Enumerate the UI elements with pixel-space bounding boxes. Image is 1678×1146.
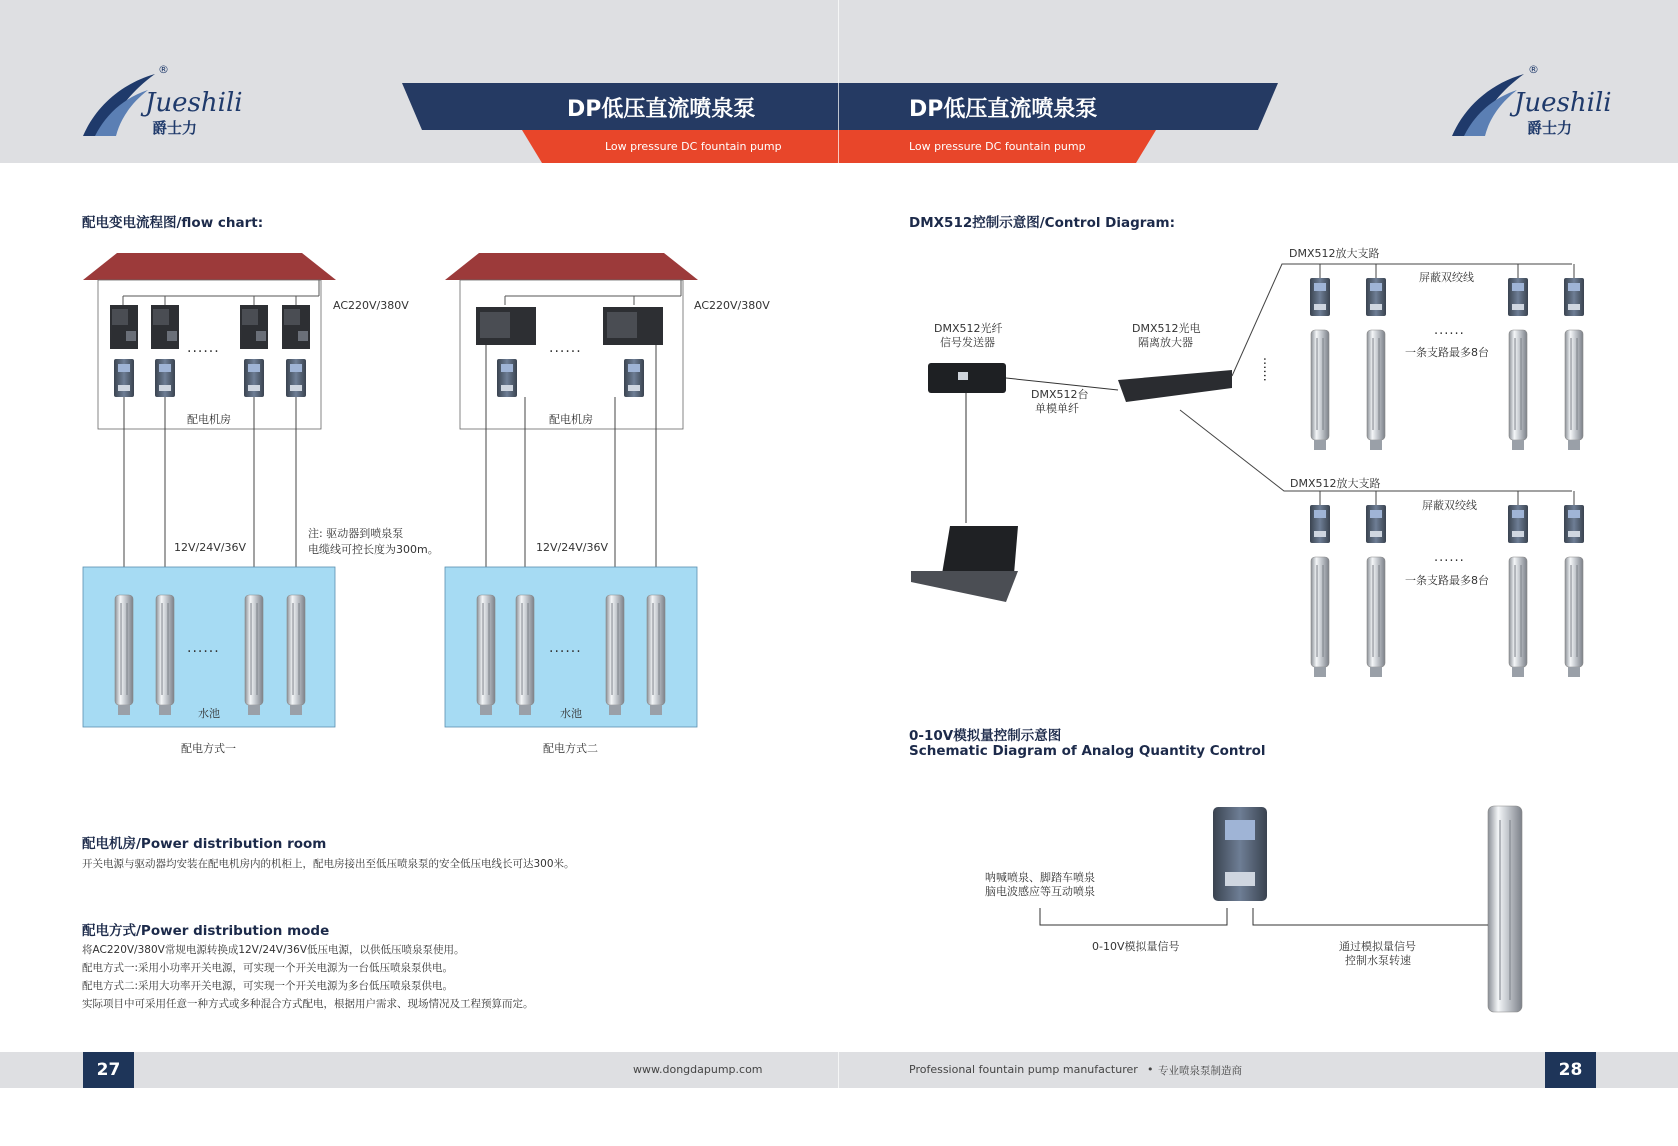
pool-label-one: 水池 [198,707,220,720]
voltage-label-two: 12V/24V/36V [536,541,608,554]
flow-chart-heading: 配电变电流程图/flow chart: [82,215,264,231]
dots-psu-two: ...... [549,340,582,356]
room-label-one: 配电机房 [187,413,231,426]
mode-two-caption: 配电方式二 [543,742,598,755]
power-mode-line-1: 将AC220V/380V常规电源转换成12V/24V/36V低压电源，以供低压喷泉泵使用。 [82,944,465,956]
branch-dots-2: ...... [1434,550,1465,565]
footer-tagline-cn: 专业喷泉泵制造商 [1158,1065,1242,1077]
page-fold [838,0,839,1088]
power-room-heading: 配电机房/Power distribution room [82,836,327,852]
amplifier-label-2: 隔离放大器 [1138,336,1193,349]
twisted-label-2: 屏蔽双绞线 [1422,499,1477,512]
twisted-label-1: 屏蔽双绞线 [1419,271,1474,284]
ac-label-one: AC220V/380V [333,299,409,312]
page-number-left: 27 [83,1052,134,1088]
cable-note-line-1: 注: 驱动器到喷泉泵 [308,527,404,540]
dots-psu-one: ...... [187,340,220,356]
signal-label: 0-10V模拟量信号 [1092,940,1180,953]
brand-reg-left: ® [158,63,169,76]
sources-label-1: 呐喊喷泉、脚踏车喷泉 [985,871,1095,884]
sender-label-2: 信号发送器 [940,336,995,349]
branch-label-1: DMX512放大支路 [1289,247,1380,260]
branch-label-2: DMX512放大支路 [1290,477,1381,490]
power-room-text: 开关电源与驱动器均安装在配电机房内的机柜上，配电房接出至低压喷泉泵的安全低压电线长可达300米。 [82,858,575,870]
dmx-control-diagram [911,264,1584,677]
analog-control-diagram [1040,806,1522,1012]
cable-note-line-2: 电缆线可控长度为300m。 [308,543,439,556]
dmx-branch-vertical-dots: ...... [1260,357,1275,382]
page-title-left: DP低压直流喷泉泵 [567,97,756,122]
footer-bullet: • [1147,1063,1154,1076]
mode-one-caption: 配电方式一 [181,742,236,755]
website-link[interactable]: www.dongdapump.com [633,1063,763,1076]
fiber-label-2: 单模单纤 [1035,402,1079,415]
power-mode-line-3: 配电方式二:采用大功率开关电源，可实现一个开关电源为多台低压喷泉泵供电。 [82,980,454,992]
brand-name-cn-right: 爵士力 [1527,119,1573,137]
brand-name-right: Jueshili [1514,88,1612,118]
brand-name-cn-left: 爵士力 [152,119,198,137]
brand-reg-right: ® [1528,63,1539,76]
amplifier-label-1: DMX512光电 [1132,322,1201,335]
power-mode-line-4: 实际项目中可采用任意一种方式或多种混合方式配电，根据用户需求、现场情况及工程预算而定。 [82,998,534,1010]
dots-pump-two: ...... [549,640,582,656]
power-mode-heading: 配电方式/Power distribution mode [82,923,330,939]
speed-label-2: 控制水泵转速 [1345,954,1411,967]
ac-label-two: AC220V/380V [694,299,770,312]
max-label-2: 一条支路最多8台 [1405,574,1489,587]
room-label-two: 配电机房 [549,413,593,426]
dots-pump-one: ...... [187,640,220,656]
analog-heading: 0-10V模拟量控制示意图 [909,728,1062,744]
speed-label-1: 通过模拟量信号 [1339,940,1416,953]
pool-label-two: 水池 [560,707,582,720]
subtitle-left: Low pressure DC fountain pump [605,140,782,153]
max-label-1: 一条支路最多8台 [1405,346,1489,359]
dmx-heading: DMX512控制示意图/Control Diagram: [909,215,1176,231]
page-title-right: DP低压直流喷泉泵 [909,97,1098,122]
sender-label-1: DMX512光纤 [934,322,1003,335]
footer-tagline: Professional fountain pump manufacturer [909,1063,1138,1076]
subtitle-right: Low pressure DC fountain pump [909,140,1086,153]
analog-subheading: Schematic Diagram of Analog Quantity Control [909,743,1266,759]
branch-dots-1: ...... [1434,323,1465,338]
page-number-right: 28 [1545,1052,1596,1088]
voltage-label-one: 12V/24V/36V [174,541,246,554]
fiber-label-1: DMX512台 [1031,388,1089,401]
power-mode-line-2: 配电方式一:采用小功率开关电源，可实现一个开关电源为一台低压喷泉泵供电。 [82,962,454,974]
brand-name-left: Jueshili [145,88,243,118]
sources-label-2: 脑电波感应等互动喷泉 [985,885,1095,898]
